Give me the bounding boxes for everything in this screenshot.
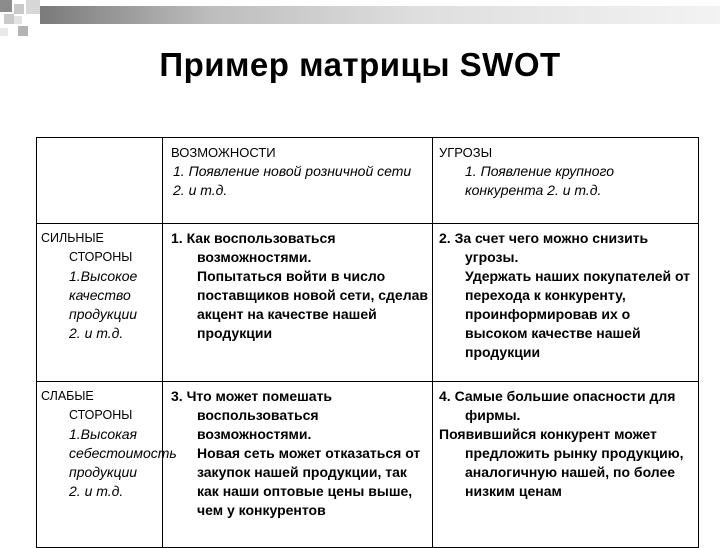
corner-square	[18, 26, 28, 36]
opportunity-item: 1. Появление новой розничной сети	[173, 163, 412, 179]
table-row	[37, 382, 699, 548]
header-band	[40, 6, 720, 24]
so-answer: Попытаться войти в число поставщиков новой сети, сделав акцент на качестве нашей продукции	[197, 268, 428, 341]
corner-square	[4, 14, 14, 24]
corner-square	[14, 4, 24, 14]
swot-table	[36, 137, 699, 548]
slide-title: Пример матрицы SWOT	[159, 46, 561, 83]
empty-corner-cell	[37, 138, 163, 224]
table-row	[37, 224, 699, 382]
corner-square	[0, 28, 8, 36]
weakness-item: 2. и т.д.	[69, 483, 124, 499]
weaknesses-cell	[37, 382, 177, 548]
wt-answer-lead: Появившийся конкурент может	[439, 426, 657, 442]
wt-question: 4. Самые большие опасности для фирмы.	[439, 388, 676, 423]
st-cell	[433, 224, 699, 382]
weakness-item: 1.Высокая себестоимость продукции	[69, 426, 177, 480]
wo-question: 3. Что может помешать воспользоваться возможностями.	[171, 388, 333, 442]
corner-square	[26, 0, 40, 14]
st-answer: Удержать наших покупателей от перехода к конкуренту, проинформировав их о высоком качестве нашей продукции	[465, 268, 691, 360]
strength-item: 2. и т.д.	[69, 325, 124, 341]
weaknesses-label: СЛАБЫЕ СТОРОНЫ	[41, 389, 133, 422]
corner-square	[0, 0, 12, 12]
threats-label: УГРОЗЫ	[439, 145, 493, 160]
so-cell	[163, 224, 433, 382]
table-row	[37, 138, 699, 224]
so-question: 1. Как воспользоваться возможностями.	[171, 230, 336, 265]
wo-cell	[163, 382, 433, 548]
st-question: 2. За счет чего можно снизить угрозы.	[439, 230, 649, 265]
strengths-label: СИЛЬНЫЕ СТОРОНЫ	[41, 231, 133, 264]
strengths-cell	[37, 224, 163, 382]
wo-answer: Новая сеть может отказаться от закупок нашей продукции, так как наши оптовые цены выше, чем у конкурентов	[197, 445, 421, 518]
opportunity-item: 2. и т.д.	[173, 182, 228, 198]
opportunities-label: ВОЗМОЖНОСТИ	[171, 145, 276, 160]
corner-square	[14, 16, 22, 24]
wt-answer: предложить рынку продукцию, аналогичную нашей, по более низким ценам	[465, 445, 684, 499]
strength-item: 1.Высокое качество продукции	[69, 268, 138, 322]
threats-header-cell	[433, 138, 699, 224]
opportunities-header-cell	[163, 138, 433, 224]
threat-item: 1. Появление крупного конкурента 2. и т.д.	[465, 163, 615, 198]
wt-cell	[433, 382, 699, 548]
